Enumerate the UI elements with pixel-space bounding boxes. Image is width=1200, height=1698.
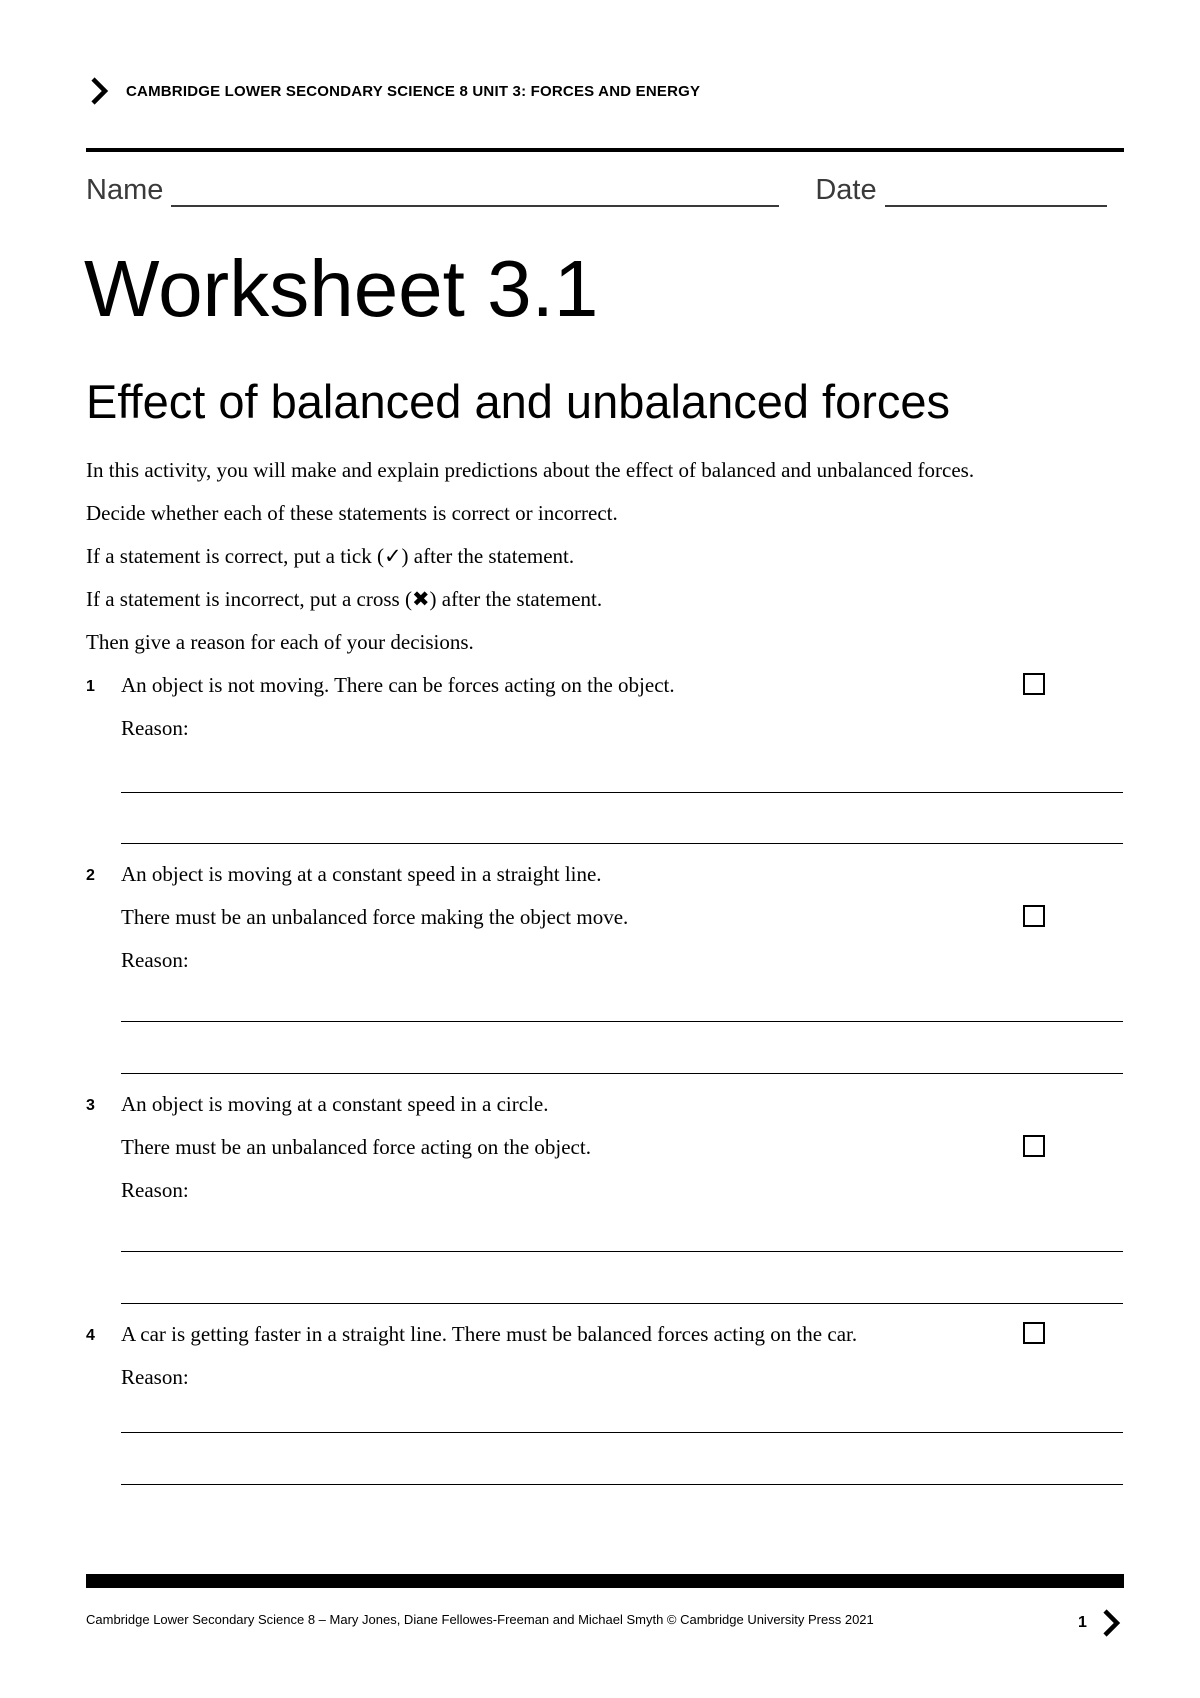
answer-line[interactable] [121, 1432, 1123, 1433]
name-date-row [86, 174, 1124, 207]
answer-line[interactable] [121, 1251, 1123, 1252]
instruction-line: In this activity, you will make and explain predictions about the effect of balanced and unbalanced forces. [86, 458, 975, 482]
answer-checkbox[interactable] [1023, 1135, 1045, 1157]
reason-label: Reason: [121, 716, 189, 740]
bottom-rule [86, 1574, 1124, 1588]
top-rule [86, 148, 1124, 152]
answer-checkbox[interactable] [1023, 673, 1045, 695]
answer-line[interactable] [121, 1073, 1123, 1074]
chevron-right-icon [86, 76, 112, 106]
instructions [86, 456, 1136, 671]
answer-checkbox[interactable] [1023, 905, 1045, 927]
worksheet-title: Worksheet 3.1 [84, 244, 599, 333]
reason-label: Reason: [121, 948, 189, 972]
instruction-line: Then give a reason for each of your decisions. [86, 630, 474, 654]
question-number: 4 [86, 1327, 95, 1344]
name-field[interactable] [171, 177, 779, 207]
date-field[interactable] [885, 177, 1107, 207]
answer-line[interactable] [121, 792, 1123, 793]
footer-text: Cambridge Lower Secondary Science 8 – Mary Jones, Diane Fellowes-Freeman and Michael Smyth © Cambridge University Press 2021 [86, 1612, 874, 1627]
question-statement: There must be an unbalanced force making the object move. [121, 905, 629, 929]
header-text: CAMBRIDGE LOWER SECONDARY SCIENCE 8 UNIT 3: FORCES AND ENERGY [126, 82, 701, 100]
question-1 [86, 671, 1126, 757]
answer-line[interactable] [121, 1021, 1123, 1022]
running-header [86, 76, 700, 106]
reason-label: Reason: [121, 1178, 189, 1202]
instruction-line: If a statement is incorrect, put a cross (✖) after the statement. [86, 587, 603, 611]
question-statement: An object is moving at a constant speed in a straight line. [121, 862, 602, 886]
question-number: 3 [86, 1097, 95, 1114]
question-statement: An object is not moving. There can be forces acting on the object. [121, 673, 675, 697]
question-statement: An object is moving at a constant speed in a circle. [121, 1092, 549, 1116]
reason-label: Reason: [121, 1365, 189, 1389]
worksheet-subtitle: Effect of balanced and unbalanced forces [86, 375, 951, 428]
instruction-line: Decide whether each of these statements is correct or incorrect. [86, 501, 618, 525]
question-4 [86, 1320, 1126, 1406]
answer-line[interactable] [121, 843, 1123, 844]
question-number: 2 [86, 867, 95, 884]
question-3 [86, 1090, 1126, 1219]
question-2 [86, 860, 1126, 989]
question-statement: A car is getting faster in a straight line. There must be balanced forces acting on the car. [121, 1322, 858, 1346]
answer-line[interactable] [121, 1484, 1123, 1485]
question-number: 1 [86, 678, 95, 695]
page-number: 1 [1078, 1614, 1087, 1631]
answer-line[interactable] [121, 1303, 1123, 1304]
name-label: Name [86, 174, 164, 206]
instruction-line: If a statement is correct, put a tick (✓) after the statement. [86, 544, 575, 568]
question-statement: There must be an unbalanced force acting on the object. [121, 1135, 591, 1159]
chevron-right-icon[interactable] [1098, 1608, 1124, 1638]
date-label: Date [815, 174, 877, 206]
answer-checkbox[interactable] [1023, 1322, 1045, 1344]
